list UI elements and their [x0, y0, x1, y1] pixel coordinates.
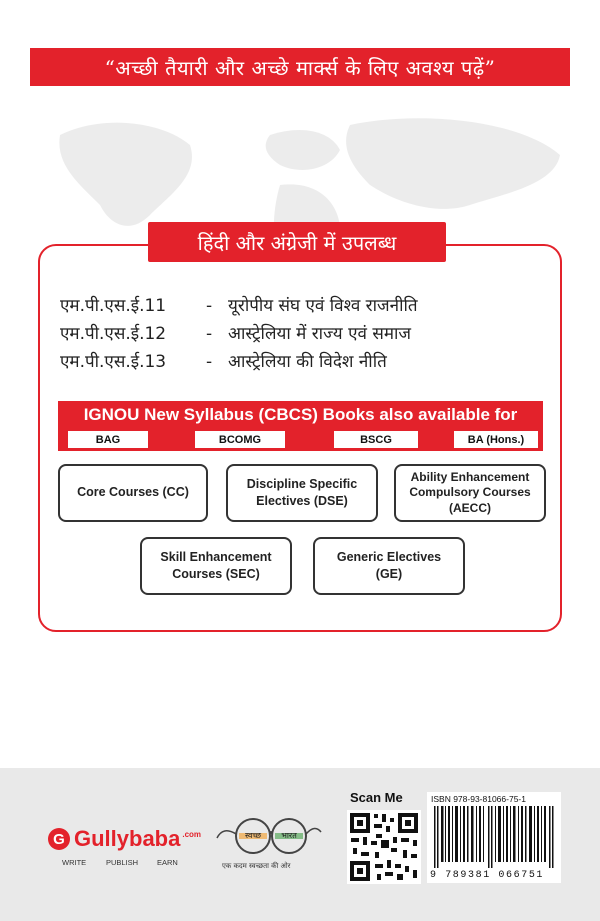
program-badge-bcomg: BCOMG	[195, 431, 285, 448]
cbcs-title: IGNOU New Syllabus (CBCS) Books also available for	[83, 405, 518, 424]
headline-banner	[30, 48, 570, 86]
headline-text: “अच्छी तैयारी और अच्छे मार्क्स के लिए अवश्य पढ़ें”	[104, 55, 496, 80]
paper-code: एम.पी.एस.ई.11	[60, 296, 167, 316]
program-badge-bscg: BSCG	[334, 431, 418, 448]
program-badge-ba-hons: BA (Hons.)	[454, 431, 538, 448]
logo-suffix: .com	[182, 829, 202, 839]
swachh-caption: एक कदम स्वच्छता की ओर	[222, 862, 291, 870]
course-line: Electives (DSE)	[256, 494, 348, 508]
course-line: Courses (SEC)	[172, 567, 260, 581]
course-line: Discipline Specific	[246, 476, 358, 491]
course-line: Compulsory Courses	[409, 485, 531, 500]
paper-code: एम.पी.एस.ई.12	[60, 324, 167, 344]
course-line: Ability Enhancement	[410, 469, 530, 484]
course-box-ge	[313, 537, 465, 595]
scan-me-label: Scan Me	[350, 790, 403, 805]
card-title-text: हिंदी और अंग्रेजी में उपलब्ध	[197, 230, 397, 255]
course-box-sec	[140, 537, 292, 595]
paper-code: एम.पी.एस.ई.13	[60, 352, 167, 372]
paper-name: आस्ट्रेलिया में राज्य एवं समाज	[228, 324, 411, 344]
paper-dash: -	[206, 296, 213, 316]
paper-item	[60, 320, 540, 348]
gullybaba-logo-icon	[48, 826, 201, 852]
isbn-text: ISBN 978-93-81066-75-1	[431, 794, 526, 804]
barcode-icon	[432, 806, 556, 868]
swachh-bharat-glasses-icon	[215, 812, 323, 862]
course-line: (AECC)	[448, 500, 491, 515]
course-line: Core Courses (CC)	[77, 485, 189, 500]
paper-name: आस्ट्रेलिया की विदेश नीति	[228, 352, 387, 372]
course-line: Skill Enhancement	[160, 549, 272, 564]
tagline-write: WRITE	[62, 858, 87, 867]
swachh-left: स्वच्छ	[244, 831, 262, 840]
tagline-publish: PUBLISH	[106, 858, 139, 867]
paper-item	[60, 348, 540, 376]
paper-dash: -	[206, 324, 213, 344]
paper-name: यूरोपीय संघ एवं विश्व राजनीति	[228, 296, 418, 316]
swachh-right: भारत	[281, 831, 297, 840]
paper-item	[60, 292, 540, 320]
card-title	[148, 222, 446, 262]
logo-letter: G	[48, 828, 70, 850]
program-badge-bag: BAG	[68, 431, 148, 448]
course-line: (GE)	[375, 567, 403, 581]
paper-list	[60, 292, 540, 376]
course-box-dse	[226, 464, 378, 522]
course-box-cc	[58, 464, 208, 522]
qr-code-icon[interactable]	[347, 810, 421, 884]
course-box-aecc	[394, 464, 546, 522]
logo-text: Gullybaba	[74, 826, 181, 851]
paper-dash: -	[206, 352, 213, 372]
tagline-earn: EARN	[157, 858, 178, 867]
cbcs-banner	[58, 401, 543, 451]
barcode-number: 9 789381 066751	[430, 870, 545, 881]
course-line: Generic Electives	[336, 549, 442, 564]
